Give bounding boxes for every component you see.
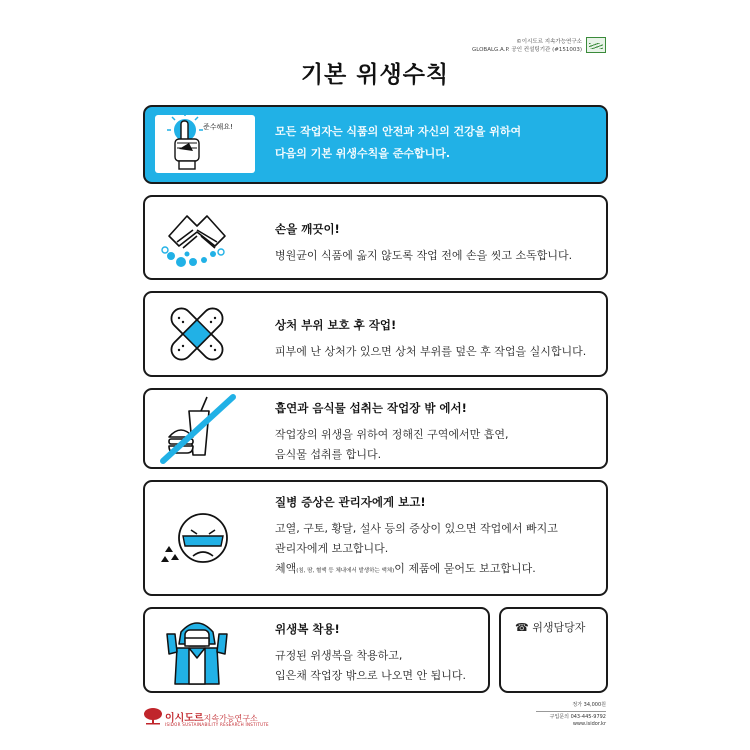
rule-card-hygiene-suit: [143, 607, 490, 693]
intro-icon-box: [155, 115, 255, 173]
rule-4-line-3: [275, 559, 596, 581]
copyright-credit: [472, 38, 582, 54]
hygiene-manager-box: [499, 607, 608, 693]
credit-line-2: GLOBALG.A.P. 공인 컨설팅기관 (#151003): [471, 47, 582, 53]
hand-washing-icon: [157, 202, 237, 274]
bandage-icon: [157, 298, 237, 370]
credit-line-1: ©이시도르 지속가능연구소: [516, 39, 582, 45]
rule-2-heading: 상처 부위 보호 후 작업!: [275, 318, 397, 332]
price-line-2: 구입문의 043-445-9792: [549, 714, 606, 720]
hygiene-manager-label: ☎ 위생담당자: [515, 621, 586, 634]
price-line-1: 정가 34,000원: [572, 702, 606, 708]
rule-5-heading: 위생복 착용!: [275, 622, 340, 636]
rule-1-heading: 손을 깨끗이!: [275, 222, 340, 236]
raised-hand-icon: [155, 115, 255, 173]
rule-3-heading: 흡연과 음식물 섭취는 작업장 밖 에서!: [275, 401, 467, 415]
rule-3-line-1: 작업장의 위생을 위하여 정해진 구역에서만 흡연,: [275, 428, 509, 441]
no-food-icon: [157, 393, 237, 465]
rule-4-line-1: 고열, 구토, 황달, 설사 등의 증상이 있으면 작업에서 빠지고: [275, 522, 558, 535]
body-fluid-term: 체액: [275, 562, 297, 575]
page-title: 기본 위생수칙: [300, 62, 450, 88]
org-name-sub: 지속가능연구소: [203, 714, 258, 723]
rule-card-illness: [143, 480, 608, 596]
hygiene-suit-icon: [157, 614, 237, 686]
rule-4-line-2: 관리자에게 보고합니다.: [275, 542, 389, 555]
rule-1-line-1: 병원균이 식품에 옮지 않도록 작업 전에 손을 씻고 소독합니다.: [275, 249, 573, 262]
body-fluid-note: (침, 땀, 혈액 등 체내에서 발생하는 액체): [296, 568, 395, 574]
price-line-3: www.isidor.kr: [572, 721, 606, 727]
org-name-english: ISIDOR SUSTAINABILITY RESEARCH INSTITUTE: [165, 722, 269, 727]
rule-card-no-food: [143, 388, 608, 469]
rule-card-handwashing: [143, 195, 608, 280]
price-info: [536, 702, 606, 728]
intro-text: [275, 121, 596, 165]
globalgap-logo-icon: [586, 37, 606, 53]
sick-face-icon: [157, 502, 237, 574]
intro-bubble-text: 준수해요!: [203, 123, 233, 131]
rule-5-line-1: 규정된 위생복을 착용하고,: [275, 649, 403, 662]
intro-banner: [143, 105, 608, 184]
rule-4-heading: 질병 증상은 관리자에게 보고!: [275, 495, 426, 509]
tree-logo-icon: [143, 707, 163, 725]
rule-4-line-3-rest: 이 제품에 묻어도 보고합니다.: [394, 562, 536, 575]
rule-card-bandage: [143, 291, 608, 377]
price-divider: [536, 711, 606, 712]
rule-3-line-2: 음식물 섭취를 합니다.: [275, 448, 382, 461]
intro-line-2: 다음의 기본 위생수칙을 준수합니다.: [275, 147, 451, 160]
intro-line-1: 모든 작업자는 식품의 안전과 자신의 건강을 위하여: [275, 125, 522, 138]
org-name-main: 이시도르: [165, 713, 204, 724]
rule-5-line-2: 입은채 작업장 밖으로 나오면 안 됩니다.: [275, 669, 466, 682]
rule-2-line-1: 피부에 난 상처가 있으면 상처 부위를 덮은 후 작업을 실시합니다.: [275, 345, 587, 358]
